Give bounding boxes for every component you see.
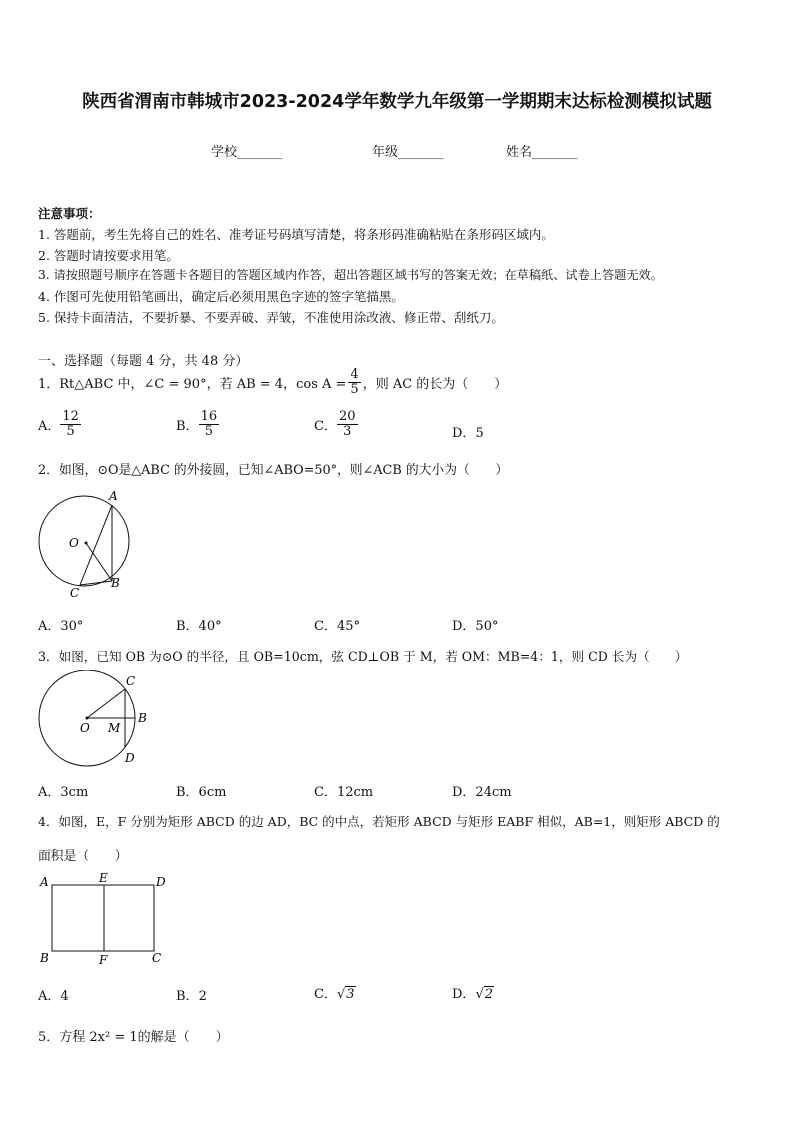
point-label: D <box>156 875 166 889</box>
fraction-denominator: 5 <box>66 423 75 439</box>
q2-option-c: C．45° <box>314 619 360 634</box>
point-label: O <box>69 536 79 550</box>
radicand: 3 <box>346 987 355 1002</box>
notice-item: 2. 答题时请按要求用笔。 <box>38 248 179 263</box>
q4-option-c <box>314 983 356 1002</box>
option-label: D． <box>452 426 476 441</box>
page-title: 陕西省渭南市韩城市2023-2024学年数学九年级第一学期期末达标检测模拟试题 <box>82 92 712 112</box>
notice-item: 3. 请按照题号顺序在答题卡各题目的答题区域内作答，超出答题区域书写的答案无效；在草稿纸、试卷上答题无效。 <box>38 268 663 282</box>
option-label: A． <box>38 418 61 434</box>
point-label: A <box>40 875 49 889</box>
section-heading: 一、选择题（每题 4 分，共 48 分） <box>38 354 249 369</box>
point-label: M <box>108 721 121 735</box>
point-label: C <box>70 586 80 600</box>
point-label: E <box>99 871 108 885</box>
point-label: B <box>138 711 147 725</box>
q1-stem: 1．Rt△ABC 中，∠C = 90°，若 AB = 4，cos A = <box>38 376 347 392</box>
notice-item: 4. 作图可先使用铅笔画出，确定后必须用黑色字迹的签字笔描黑。 <box>38 289 404 304</box>
point-label: D <box>125 751 135 765</box>
fraction-numerator: 20 <box>338 409 356 424</box>
question-4-line-1: 4．如图，E，F 分别为矩形 ABCD 的边 AD，BC 的中点，若矩形 ABCD 与矩形 EABF 相似，AB=1，则矩形 ABCD 的 <box>38 814 720 829</box>
question-4-line-2: 面积是（ ） <box>38 849 128 864</box>
option-fraction <box>60 410 81 438</box>
point-label: O <box>80 721 90 735</box>
q3-option-d: D．24cm <box>452 785 512 800</box>
q1-option-b <box>176 410 219 438</box>
fraction-numerator: 16 <box>200 409 218 424</box>
notice-heading: 注意事项： <box>38 206 101 221</box>
q1-option-c <box>314 410 358 438</box>
q2-option-a: A．30° <box>38 619 84 634</box>
radicand: 2 <box>484 987 494 1002</box>
option-label: A． <box>38 989 61 1004</box>
grade-field: 年级_______ <box>372 145 444 160</box>
fraction-denominator: 3 <box>343 423 352 439</box>
q4-option-b <box>176 985 207 1004</box>
option-label: B． <box>176 989 199 1004</box>
sqrt-radical: √2 <box>475 987 494 1002</box>
q4-rectangle-figure <box>34 870 174 968</box>
question-2: 2．如图，⊙O是△ABC 的外接圆，已知∠ABO=50°，则∠ACB 的大小为（ ） <box>38 463 509 478</box>
q3-option-c: C．12cm <box>314 785 374 800</box>
q2-circle-figure <box>30 486 140 600</box>
option-value: 2 <box>198 989 207 1004</box>
fraction-numerator: 12 <box>62 409 79 424</box>
q3-option-a: A．3cm <box>38 785 89 800</box>
point-label: F <box>99 953 108 967</box>
q2-option-d: D．50° <box>452 619 499 634</box>
q4-option-a <box>38 985 69 1004</box>
option-label: B． <box>176 418 199 434</box>
q3-option-b: B．6cm <box>176 785 227 800</box>
fraction-denominator: 5 <box>204 423 213 439</box>
sqrt-radical: √3 <box>336 987 355 1002</box>
option-label: C． <box>314 987 337 1002</box>
q2-option-b: B．40° <box>176 619 222 634</box>
q4-option-d <box>452 983 494 1002</box>
point-label: C <box>152 951 162 965</box>
option-value: 5 <box>475 426 484 441</box>
q1-option-a <box>38 410 81 438</box>
point-label: B <box>111 576 120 590</box>
option-value: 4 <box>60 989 69 1004</box>
q1-option-d <box>452 422 484 441</box>
name-field: 姓名_______ <box>506 145 578 160</box>
question-5: 5．方程 2x² = 1的解是（ ） <box>38 1030 229 1045</box>
point-label: B <box>40 951 49 965</box>
q1-stem-end: ，则 AC 的长为（ ） <box>362 376 508 392</box>
question-3: 3．如图，已知 OB 为⊙O 的半径，且 OB=10cm，弦 CD⊥OB 于 M，若 OM：MB=4：1，则 CD 长为（ ） <box>38 649 688 664</box>
fraction-numerator: 4 <box>350 367 359 382</box>
school-field: 学校_______ <box>211 145 283 160</box>
fraction-denominator: 5 <box>350 381 359 397</box>
notice-item: 1. 答题前，考生先将自己的姓名、准考证号码填写清楚，将条形码准确粘贴在条形码区域内。 <box>38 227 554 242</box>
q3-circle-figure <box>30 670 160 770</box>
option-fraction <box>337 410 358 438</box>
option-label: C． <box>314 418 337 434</box>
option-fraction <box>199 410 220 438</box>
notice-item: 5. 保持卡面清洁，不要折暴、不要弄破、弄皱，不准使用涂改液、修正带、刮纸刀。 <box>38 310 504 325</box>
option-label: D． <box>452 987 476 1002</box>
q1-fraction <box>348 368 360 396</box>
question-1 <box>38 368 507 396</box>
point-label: C <box>126 674 136 688</box>
point-label: A <box>109 489 118 503</box>
